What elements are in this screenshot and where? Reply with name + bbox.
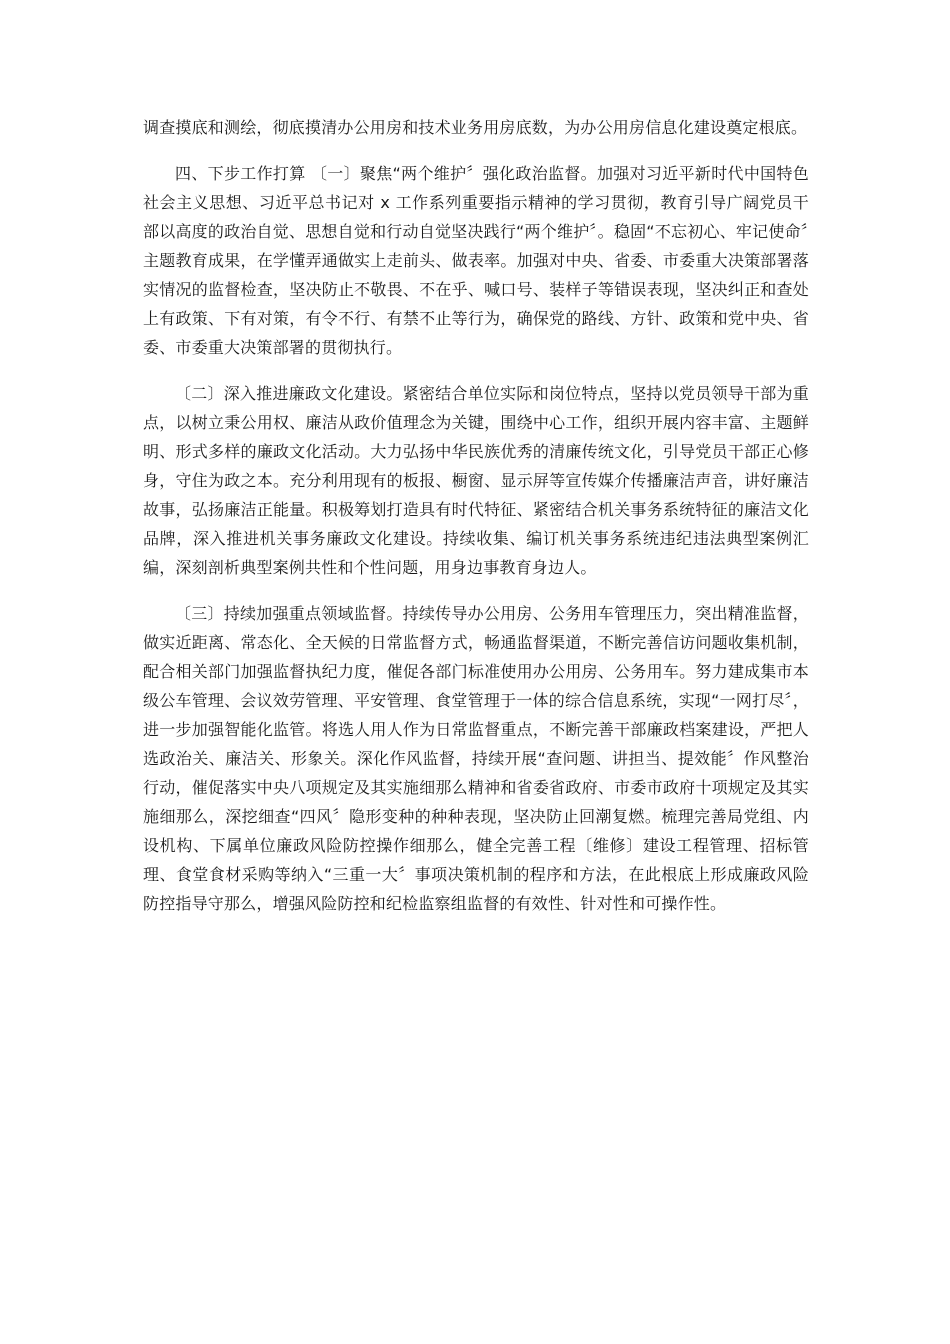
paragraph-item-two: 〔二〕深入推进廉政文化建设。紧密结合单位实际和岗位特点，坚持以党员领导干部为重点，以树立秉公用权、廉洁从政价值理念为关键，围绕中心工作，组织开展内容丰富、主题鲜明、形式多样的廉政文化活动。大力弘扬中华民族优秀的清廉传统文化，引导党员干部正心修身，守住为政之本。充分利用现有的板报、橱窗、显示屏等宣传媒介传播廉洁声音，讲好廉洁故事，弘扬廉洁正能量。积极筹划打造具有时代特征、紧密结合机关事务系统特征的廉洁文化品牌，深入推进机关事务廉政文化建设。持续收集、编订机关事务系统违纪违法典型案例汇编，深刻剖析典型案例共性和个性问题，用身边事教育身边人。	[143, 384, 809, 577]
paragraph-item-three: 〔三〕持续加强重点领域监督。持续传导办公用房、公务用车管理压力，突出精准监督，做实近距离、常态化、全天候的日常监督方式，畅通监督渠道，不断完善信访问题收集机制，配合相关部门加强监督执纪力度，催促各部门标准使用办公用房、公务用车。努力建成集市本级公车管理、会议效劳管理、平安管理、食堂管理于一体的综合信息系统，实现“一网打尽〞，进一步加强智能化监管。将选人用人作为日常监督重点，不断完善干部廉政档案建设，严把人选政治关、廉洁关、形象关。深化作风监督，持续开展“查问题、讲担当、提效能〞作风整治行动，催促落实中央八项规定及其实施细那么精神和省委省政府、市委市政府十项规定及其实施细那么，深挖细查“四风〞隐形变种的种种表现，坚决防止回潮复燃。梳理完善局党组、内设机构、下属单位廉政风险防控操作细那么，健全完善工程〔维修〕建设工程管理、招标管理、食堂食材采购等纳入“三重一大〞事项决策机制的程序和方法，在此根底上形成廉政风险防控指导守那么，增强风险防控和纪检监察组监督的有效性、针对性和可操作性。	[143, 604, 809, 913]
paragraph-continuation: 调查摸底和测绘，彻底摸清办公用房和技术业务用房底数，为办公用房信息化建设奠定根底。	[143, 118, 808, 137]
paragraph-section-four: 四、下步工作打算 〔一〕聚焦“两个维护〞强化政治监督。加强对习近平新时代中国特色社会主义思想、习近平总书记对 x 工作系列重要指示精神的学习贯彻，教育引导广阔党员干部以高度的政治自觉、思想自觉和行动自觉坚决践行“两个维护〞。稳固“不忘初心、牢记使命〞主题教育成果，在学懂弄通做实上走前头、做表率。加强对中央、省委、市委重大决策部署落实情况的监督检查，坚决防止不敬畏、不在乎、喊口号、装样子等错误表现，坚决纠正和查处上有政策、下有对策，有令不行、有禁不止等行为，确保党的路线、方针、政策和党中央、省委、市委重大决策部署的贯彻执行。	[143, 164, 809, 357]
document-body	[143, 113, 809, 935]
